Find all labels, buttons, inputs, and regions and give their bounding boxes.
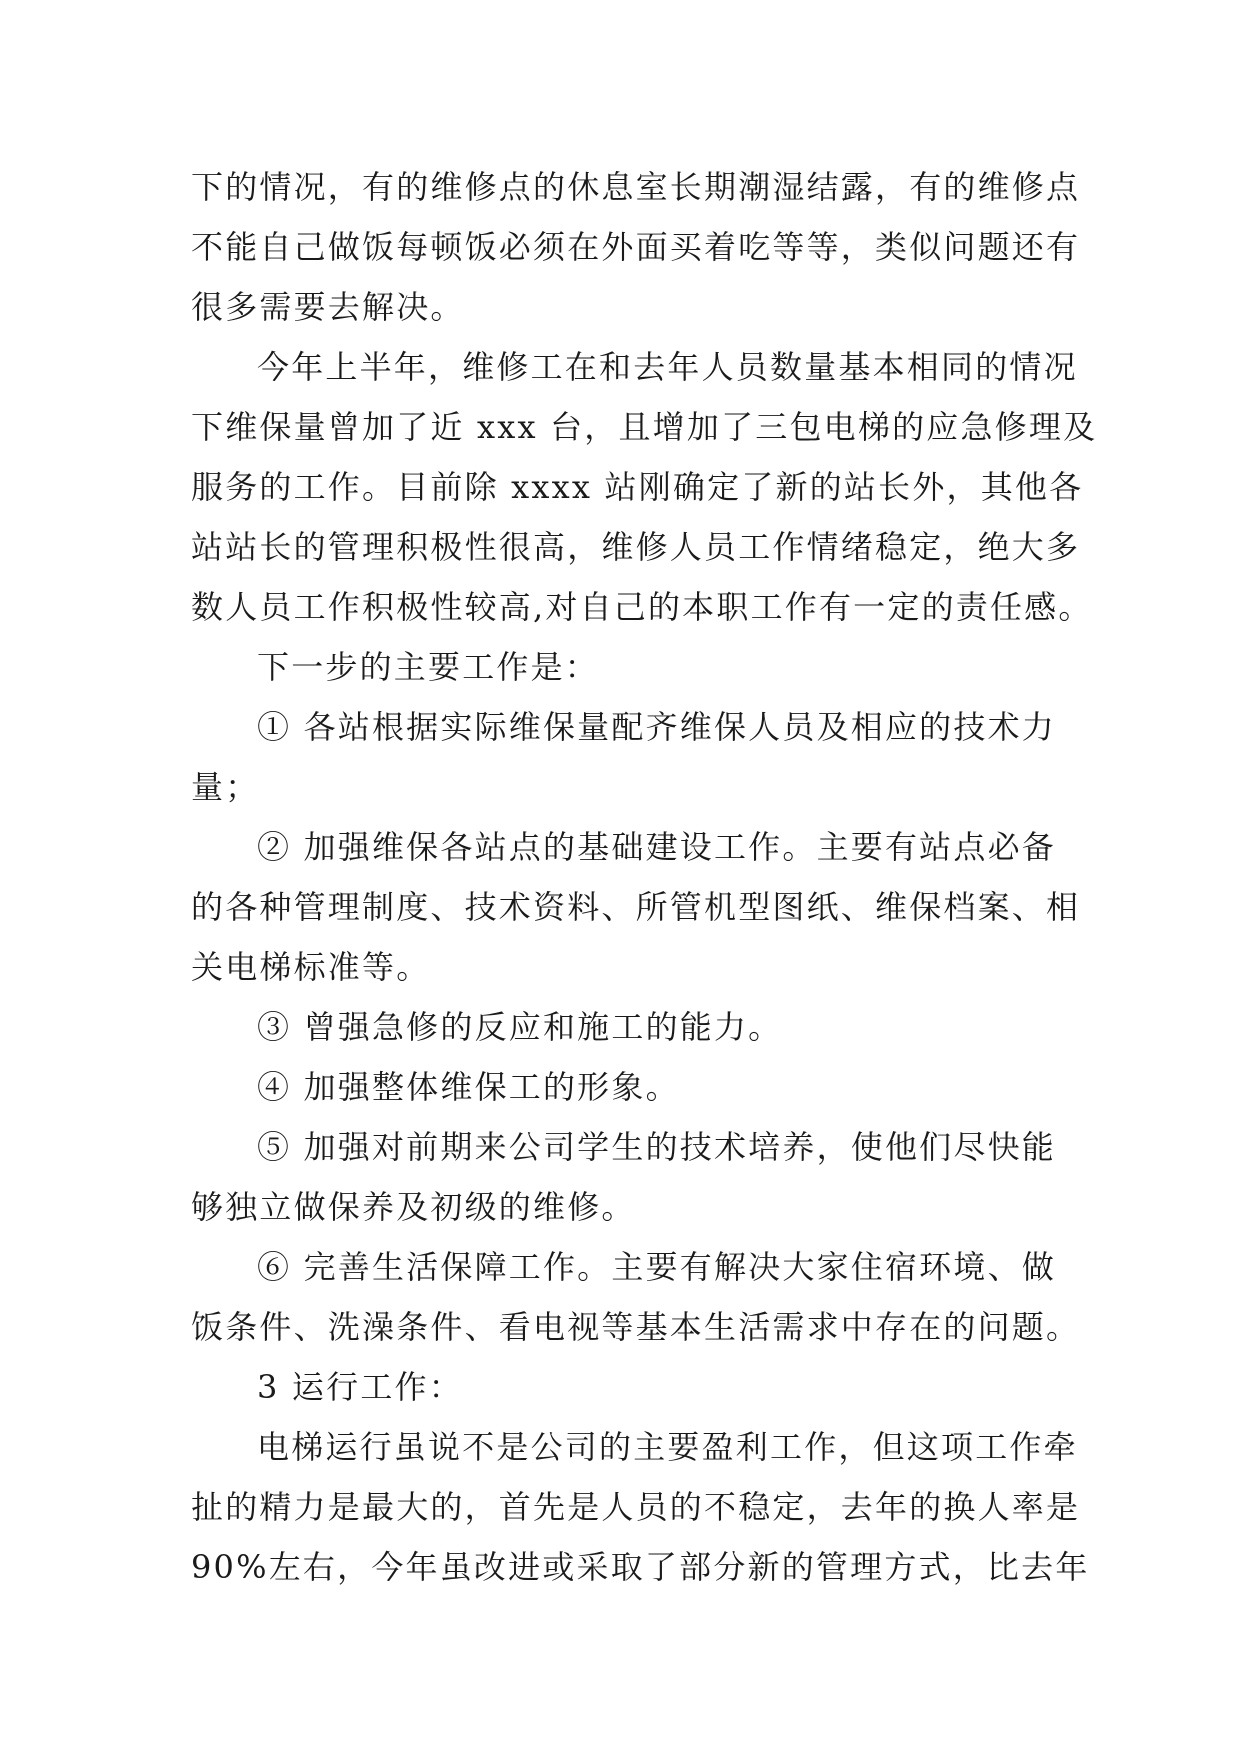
text-line: 90%左右，今年虽改进或采取了部分新的管理方式，比去年 — [191, 1548, 1090, 1586]
text-line: 不能自己做饭每顿饭必须在外面买着吃等等，类似问题还有 — [191, 228, 1081, 266]
text-line: ① 各站根据实际维保量配齐维保人员及相应的技术力 — [257, 708, 1056, 746]
text-line: 很多需要去解决。 — [191, 288, 465, 326]
text-line: 扯的精力是最大的，首先是人员的不稳定，去年的换人率是 — [191, 1488, 1081, 1526]
text-line: 下的情况，有的维修点的休息室长期潮湿结露，有的维修点 — [191, 168, 1081, 206]
text-line: 3 运行工作： — [257, 1368, 463, 1406]
text-line: 今年上半年，维修工在和去年人员数量基本相同的情况 — [257, 348, 1078, 386]
text-line: 的各种管理制度、技术资料、所管机型图纸、维保档案、相 — [191, 888, 1081, 926]
document-body — [191, 157, 1098, 1597]
text-line: ② 加强维保各站点的基础建设工作。主要有站点必备 — [257, 828, 1056, 866]
text-line: 站站长的管理积极性很高，维修人员工作情绪稳定，绝大多 — [191, 528, 1081, 566]
text-line: 关电梯标准等。 — [191, 948, 431, 986]
text-line: ③ 曾强急修的反应和施工的能力。 — [257, 1008, 783, 1046]
text-line: 下维保量曾加了近 xxx 台，且增加了三包电梯的应急修理及 — [191, 408, 1098, 446]
text-line: ⑥ 完善生活保障工作。主要有解决大家住宿环境、做 — [257, 1248, 1056, 1286]
text-line: 够独立做保养及初级的维修。 — [191, 1188, 636, 1226]
text-line: ④ 加强整体维保工的形象。 — [257, 1068, 680, 1106]
text-line: 电梯运行虽说不是公司的主要盈利工作，但这项工作牵 — [257, 1428, 1078, 1466]
text-line: 服务的工作。目前除 xxxx 站刚确定了新的站长外，其他各 — [191, 468, 1084, 506]
text-line: 数人员工作积极性较高,对自己的本职工作有一定的责任感。 — [191, 588, 1093, 626]
text-line: 饭条件、洗澡条件、看电视等基本生活需求中存在的问题。 — [191, 1308, 1081, 1346]
text-line: 下一步的主要工作是： — [257, 648, 600, 686]
text-line: ⑤ 加强对前期来公司学生的技术培养，使他们尽快能 — [257, 1128, 1056, 1166]
text-line: 量； — [191, 768, 260, 806]
